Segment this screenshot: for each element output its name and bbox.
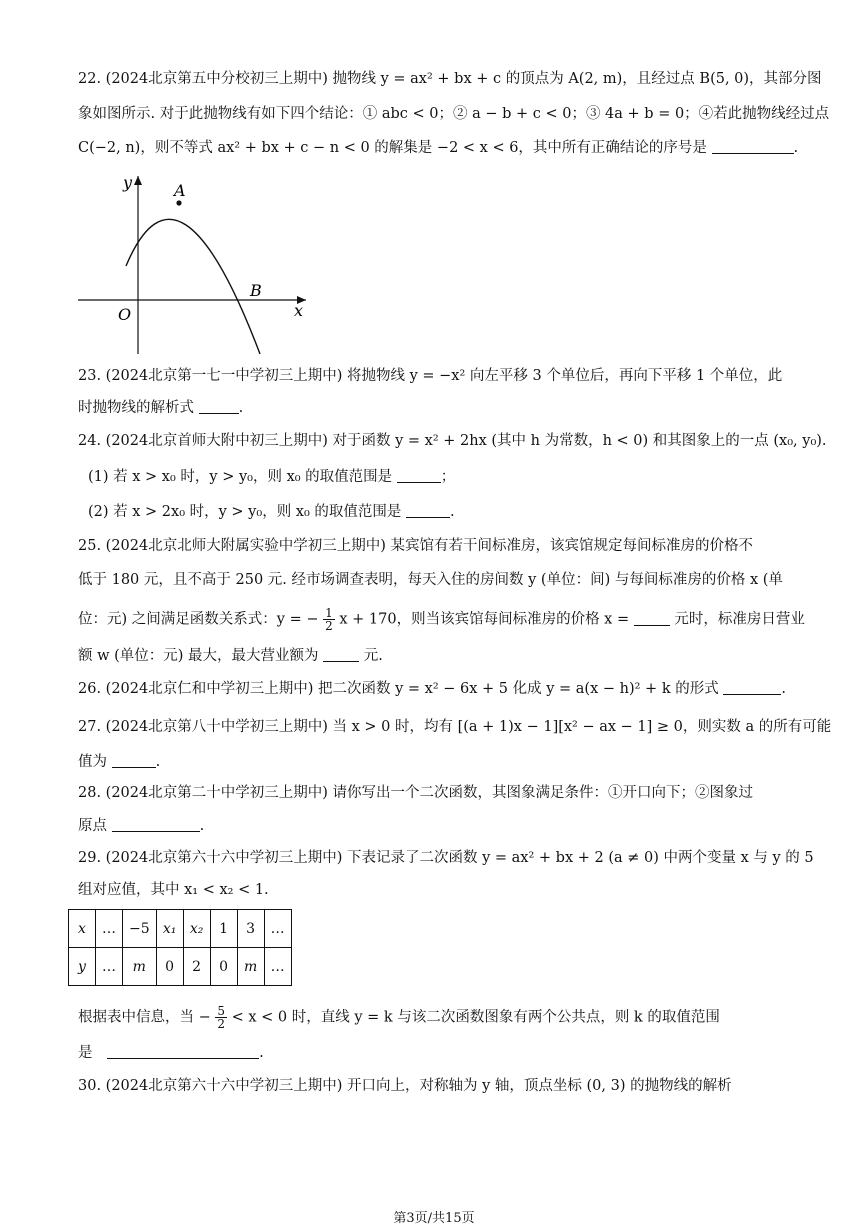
q29-line-3 — [78, 1005, 790, 1030]
answer-blank — [112, 753, 156, 768]
vertex-a-label: A — [174, 181, 186, 200]
page-footer: 第3页/共15页 — [393, 1211, 475, 1226]
point-b-label: B — [250, 281, 262, 300]
q27-line-2-text: 值为 — [78, 754, 107, 770]
table-cell: x₂ — [183, 910, 210, 948]
frac-num: 5 — [217, 1004, 226, 1018]
q30-line-1: 30. (2024北京第六十六中学初三上期中) 开口向上，对称轴为 y 轴，顶点坐标 (0, 3) 的抛物线的解析 — [78, 1078, 732, 1094]
q24-line-1: 24. (2024北京首师大附中初三上期中) 对于函数 y = x² + 2hx (其中 h 为常数，h < 0) 和其图象上的一点 (x₀, y₀). — [78, 433, 827, 449]
q29-line-2: 组对应值，其中 x₁ < x₂ < 1. — [78, 882, 269, 898]
q22-line-2: 象如图所示. 对于此抛物线有如下四个结论：① abc < 0；② a − b + c < 0；③ 4a + b = 0；④若此抛物线经过点 — [78, 106, 830, 122]
table-cell: 2 — [183, 948, 210, 986]
parabola-graph — [72, 168, 322, 358]
frac-den: 2 — [325, 619, 333, 633]
q25-line-4-b: 元. — [363, 648, 383, 664]
table-cell: 3 — [237, 910, 264, 948]
frac-den: 2 — [217, 1017, 226, 1031]
q24-line-2 — [88, 467, 800, 487]
answer-blank — [323, 647, 359, 662]
q25-line-3 — [78, 606, 805, 633]
table-cell: … — [96, 948, 123, 986]
q28-line-2-text: 原点 — [78, 818, 107, 834]
table-cell: 0 — [210, 948, 237, 986]
value-table — [68, 909, 292, 986]
q25-line-3-b: x + 170，则当该宾馆每间标准房的价格 x = — [339, 611, 630, 628]
q26-line-1 — [78, 679, 790, 699]
punct: . — [199, 818, 205, 834]
table-cell: x — [69, 910, 96, 948]
punct: . — [793, 140, 799, 156]
punct: . — [155, 754, 161, 770]
table-cell: … — [96, 910, 123, 948]
answer-blank — [107, 1044, 259, 1059]
table-cell: −5 — [123, 910, 157, 948]
q25-line-3-a: 位：元) 之间满足函数关系式：y = − — [78, 611, 319, 628]
q29-line-3-a: 根据表中信息，当 − — [78, 1009, 211, 1026]
q29-line-3-b: < x < 0 时，直线 y = k 与该二次函数图象有两个公共点，则 k 的取值范围 — [231, 1009, 720, 1026]
q25-line-4-a: 额 w (单位：元) 最大，最大营业额为 — [78, 648, 319, 664]
answer-blank — [712, 139, 794, 154]
answer-blank — [406, 503, 450, 518]
q28-line-2 — [78, 816, 790, 836]
frac-num: 1 — [325, 606, 333, 620]
q24-line-2-text: (1) 若 x > x₀ 时，y > y₀，则 x₀ 的取值范围是 — [88, 469, 393, 485]
table-cell: 1 — [210, 910, 237, 948]
q25-line-1: 25. (2024北京北师大附属实验中学初三上期中) 某宾馆有若干间标准房，该宾馆规定每间标准房的价格不 — [78, 538, 753, 554]
answer-blank — [723, 680, 781, 695]
q25-line-3-c: 元时，标准房日营业 — [674, 611, 805, 628]
q27-line-2 — [78, 752, 790, 772]
y-axis-arrow — [134, 176, 142, 185]
table-cell: … — [264, 948, 291, 986]
q28-line-1: 28. (2024北京第二十中学初三上期中) 请你写出一个二次函数，其图象满足条件：①开口向下；②图象过 — [78, 785, 753, 801]
q29-line-4 — [78, 1043, 790, 1063]
q23-line-2 — [78, 398, 790, 418]
q22-line-3 — [78, 138, 799, 158]
parabola-curve — [126, 219, 260, 354]
q24-line-3-text: (2) 若 x > 2x₀ 时，y > y₀，则 x₀ 的取值范围是 — [88, 504, 402, 520]
punct: . — [450, 504, 455, 520]
table-cell: m — [237, 948, 264, 986]
y-axis-label: y — [123, 173, 133, 192]
origin-label: O — [118, 305, 132, 324]
fraction-five-halves — [215, 1005, 227, 1030]
table-cell: y — [69, 948, 96, 986]
table-row-x — [69, 910, 292, 948]
q22-line-3-text: C(−2, n)，则不等式 ax² + bx + c − n < 0 的解集是 −2 < x < 6，其中所有正确结论的序号是 — [78, 140, 707, 156]
answer-blank — [199, 399, 239, 414]
table-cell: 0 — [156, 948, 183, 986]
punct: . — [238, 400, 244, 416]
q23-line-2-text: 时抛物线的解析式 — [78, 400, 194, 416]
table-cell: m — [123, 948, 157, 986]
punct: . — [259, 1045, 264, 1061]
q29-line-4-text: 是 — [78, 1045, 93, 1061]
table-row-y — [69, 948, 292, 986]
punct: . — [781, 681, 786, 697]
answer-blank — [397, 468, 441, 483]
q27-line-1: 27. (2024北京第八十中学初三上期中) 当 x > 0 时，均有 [(a + 1)x − 1][x² − ax − 1] ≥ 0，则实数 a 的所有可能 — [78, 719, 832, 735]
vertex-point — [176, 200, 181, 205]
table-cell: x₁ — [156, 910, 183, 948]
q29-line-1: 29. (2024北京第六十六中学初三上期中) 下表记录了二次函数 y = ax² + bx + 2 (a ≠ 0) 中两个变量 x 与 y 的 5 — [78, 850, 814, 866]
q25-line-2: 低于 180 元，且不高于 250 元. 经市场调查表明，每天入住的房间数 y (单位：间) 与每间标准房的价格 x (单 — [78, 572, 783, 588]
table-cell: … — [264, 910, 291, 948]
answer-blank — [112, 817, 200, 832]
fraction-one-half — [323, 607, 335, 632]
q23-line-1: 23. (2024北京第一七一中学初三上期中) 将抛物线 y = −x² 向左平移 3 个单位后，再向下平移 1 个单位，此 — [78, 368, 783, 384]
q24-line-3 — [88, 502, 800, 522]
q22-line-1: 22. (2024北京第五中分校初三上期中) 抛物线 y = ax² + bx + c 的顶点为 A(2, m)，且经过点 B(5, 0)，其部分图 — [78, 71, 822, 87]
q25-line-4 — [78, 646, 790, 666]
punct: ； — [440, 469, 456, 485]
x-axis-label: x — [294, 301, 304, 320]
answer-blank — [634, 611, 670, 626]
q26-line-1-text: 26. (2024北京仁和中学初三上期中) 把二次函数 y = x² − 6x + 5 化成 y = a(x − h)² + k 的形式 — [78, 681, 719, 697]
